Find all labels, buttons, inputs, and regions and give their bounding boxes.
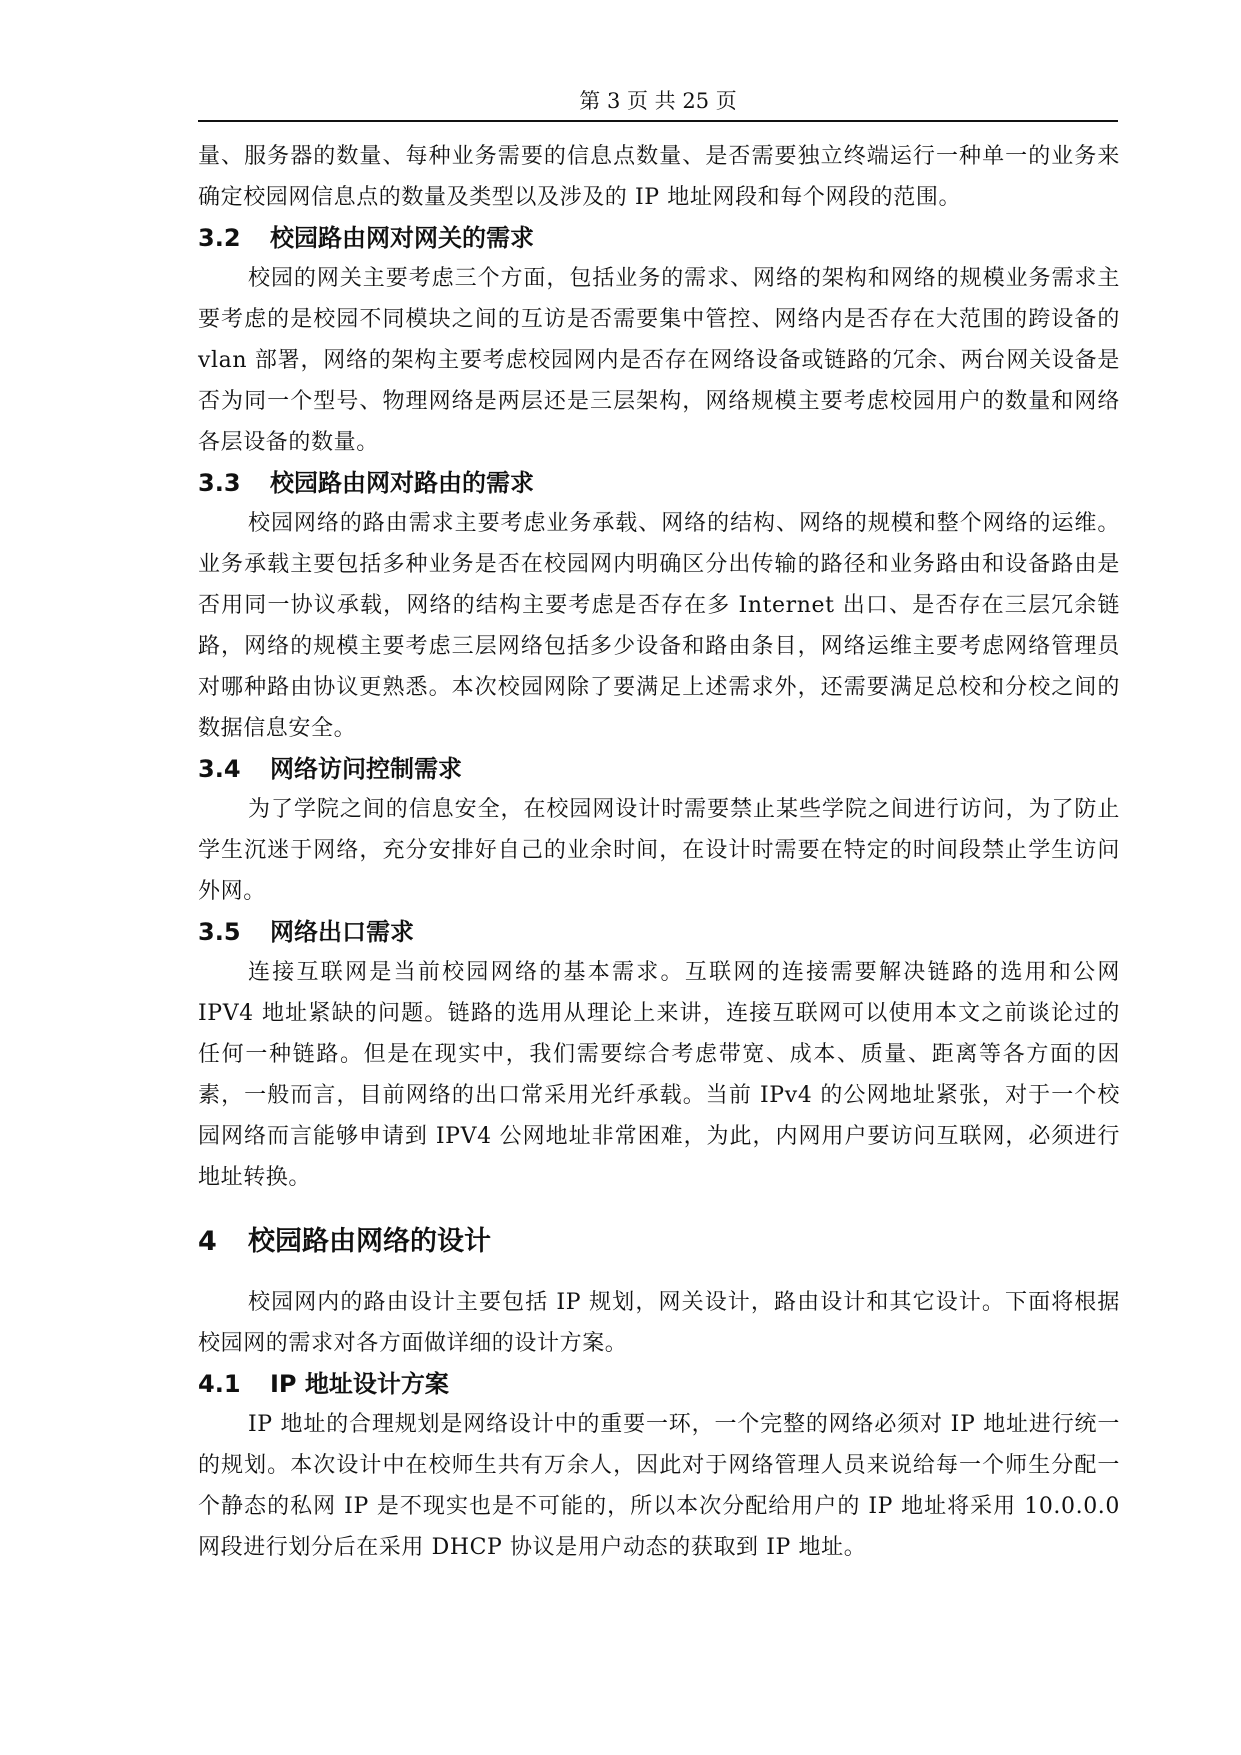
page-content — [198, 136, 1120, 1568]
section-title: 校园路由网对路由的需求 — [270, 469, 534, 497]
paragraph-continued: 量、服务器的数量、每种业务需要的信息点数量、是否需要独立终端运行一种单一的业务来确定校园网信息点的数量及类型以及涉及的 IP 地址网段和每个网段的范围。 — [198, 144, 1120, 210]
section-title: IP 地址设计方案 — [270, 1370, 449, 1398]
section-number: 4.1 — [198, 1370, 241, 1398]
paragraph-3-4: 为了学院之间的信息安全，在校园网设计时需要禁止某些学院之间进行访问，为了防止学生沉迷于网络，充分安排好自己的业余时间，在设计时需要在特定的时间段禁止学生访问外网。 — [198, 797, 1120, 904]
paragraph-3-2: 校园的网关主要考虑三个方面，包括业务的需求、网络的架构和网络的规模业务需求主要考虑的是校园不同模块之间的互访是否需要集中管控、网络内是否存在大范围的跨设备的 vlan 部署，网络的架构主要考虑校园网内是否存在网络设备或链路的冗余、两台网关设备是否为同一个型号、物理网络是两层还是三层架构，网络规模主要考虑校园用户的数量和网络各层设备的数量。 — [198, 266, 1120, 455]
paragraph-3-5: 连接互联网是当前校园网络的基本需求。互联网的连接需要解决链路的选用和公网 IPV4 地址紧缺的问题。链路的选用从理论上来讲，连接互联网可以使用本文之前谈论过的任何一种链路。但是在现实中，我们需要综合考虑带宽、成本、质量、距离等各方面的因素，一般而言，目前网络的出口常采用光纤承载。当前 IPv4 的公网地址紧张，对于一个校园网络而言能够申请到 IPV4 公网地址非常困难，为此，内网用户要访问互联网，必须进行地址转换。 — [198, 960, 1120, 1190]
chapter-number: 4 — [198, 1226, 217, 1257]
section-title: 网络出口需求 — [270, 918, 414, 946]
section-number: 3.3 — [198, 469, 241, 497]
section-number: 3.2 — [198, 224, 241, 252]
paragraph-4-1: IP 地址的合理规划是网络设计中的重要一环，一个完整的网络必须对 IP 地址进行统一的规划。本次设计中在校师生共有万余人，因此对于网络管理人员来说给每一个师生分配一个静态的私网 IP 是不现实也是不可能的，所以本次分配给用户的 IP 地址将采用 10.0.0.0 网段进行划分后在采用 DHCP 协议是用户动态的获取到 IP 地址。 — [198, 1412, 1120, 1560]
paragraph-3-3: 校园网络的路由需求主要考虑业务承载、网络的结构、网络的规模和整个网络的运维。业务承载主要包括多种业务是否在校园网内明确区分出传输的路径和业务路由和设备路由是否用同一协议承载，网络的结构主要考虑是否存在多 Internet 出口、是否存在三层冗余链路，网络的规模主要考虑三层网络包括多少设备和路由条目，网络运维主要考虑网络管理员对哪种路由协议更熟悉。本次校园网除了要满足上述需求外，还需要满足总校和分校之间的数据信息安全。 — [198, 511, 1120, 741]
section-title: 校园路由网对网关的需求 — [270, 224, 534, 252]
paragraph-4: 校园网内的路由设计主要包括 IP 规划，网关设计，路由设计和其它设计。下面将根据校园网的需求对各方面做详细的设计方案。 — [198, 1290, 1120, 1356]
chapter-title: 校园路由网络的设计 — [248, 1226, 491, 1257]
section-heading-3-2 — [198, 218, 1120, 258]
page-header: 第 3 页 共 25 页 — [198, 88, 1118, 122]
chapter-heading-4 — [198, 1216, 1120, 1268]
section-heading-3-5 — [198, 912, 1120, 952]
section-number: 3.5 — [198, 918, 241, 946]
section-heading-3-3 — [198, 463, 1120, 503]
section-heading-3-4 — [198, 749, 1120, 789]
section-title: 网络访问控制需求 — [270, 755, 462, 783]
section-heading-4-1 — [198, 1364, 1120, 1404]
section-number: 3.4 — [198, 755, 241, 783]
